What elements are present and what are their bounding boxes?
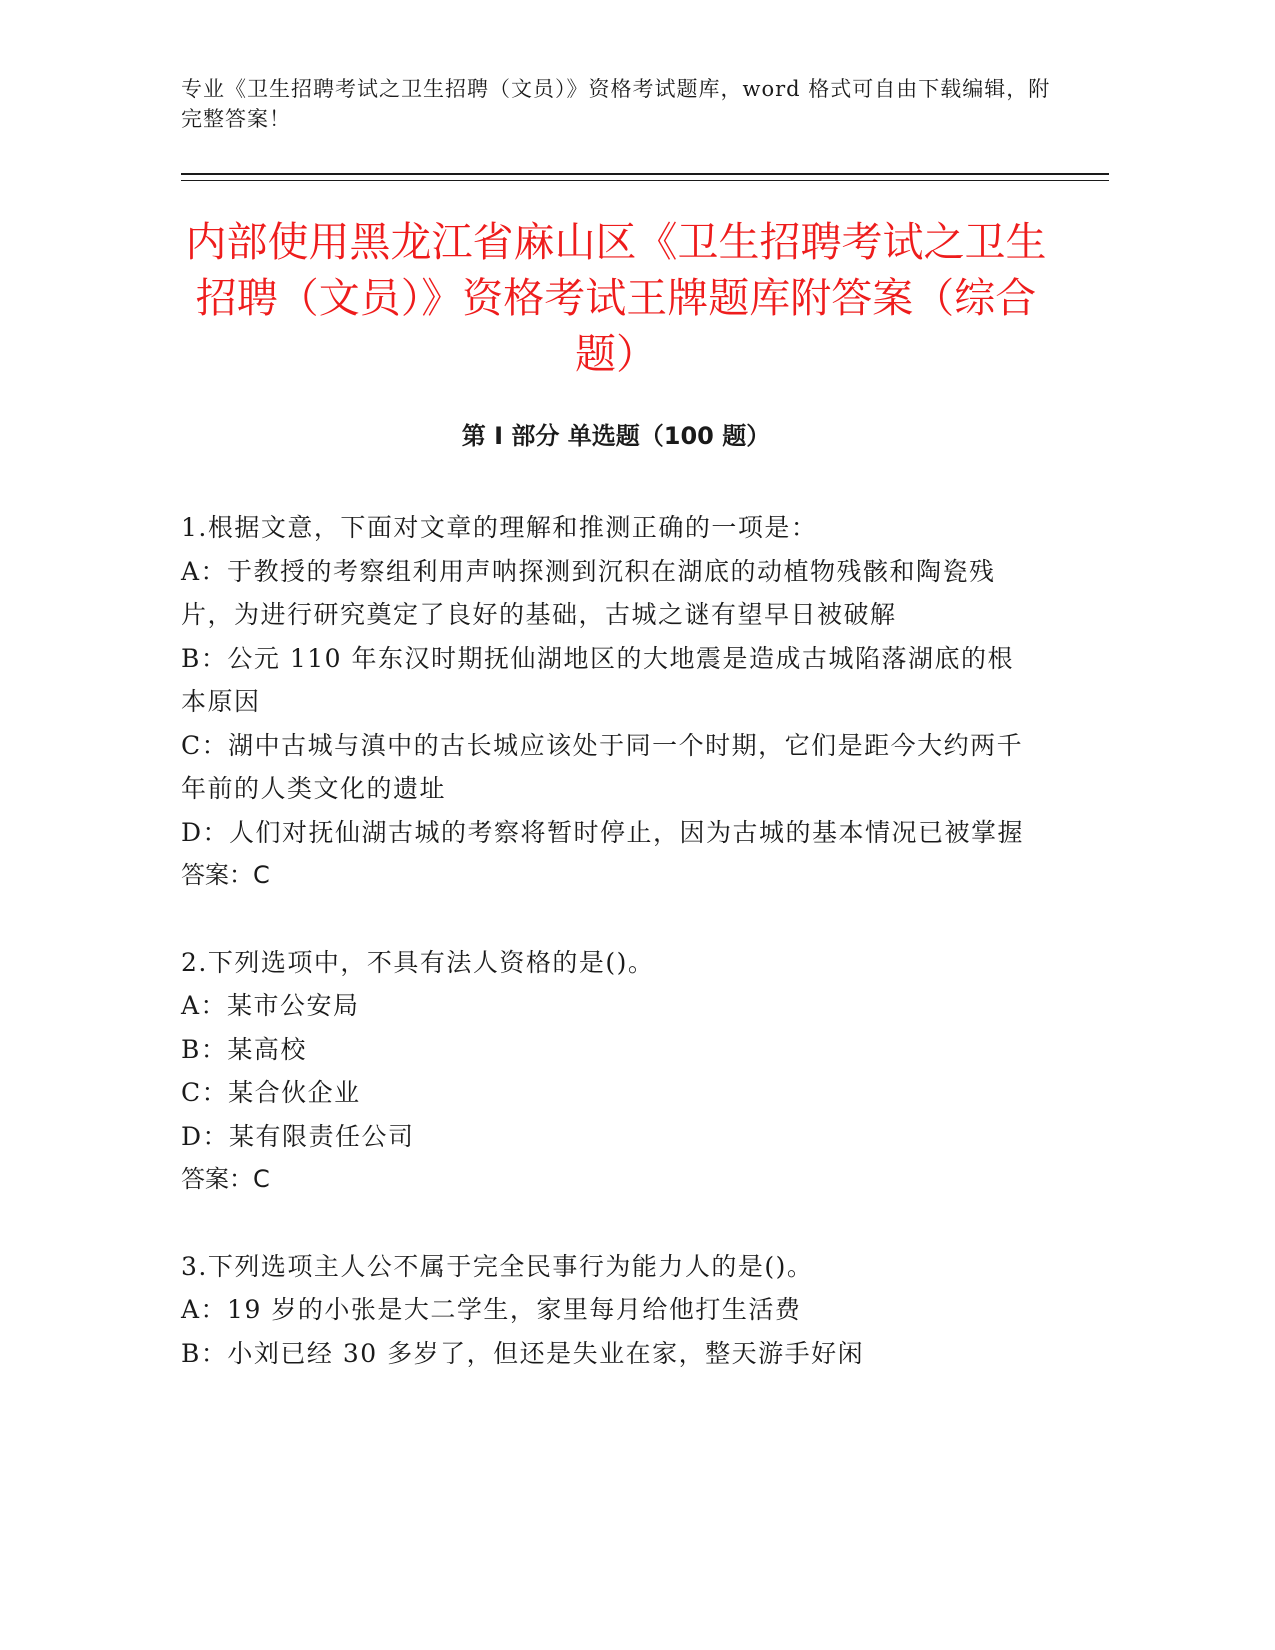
option-c: C：湖中古城与滇中的古长城应该处于同一个时期，它们是距今大约两千年前的人类文化的遗址 — [181, 730, 1024, 803]
question-2 — [181, 941, 1031, 1202]
question-stem: 3.下列选项主人公不属于完全民事行为能力人的是()。 — [181, 1251, 814, 1281]
header-rule-thick — [181, 173, 1109, 175]
option-a: A：于教授的考察组利用声呐探测到沉积在湖底的动植物残骸和陶瓷残片，为进行研究奠定了良好的基础，古城之谜有望早日被破解 — [181, 556, 996, 629]
option-b: B：小刘已经 30 多岁了，但还是失业在家，整天游手好闲 — [181, 1338, 865, 1368]
question-1 — [181, 506, 1031, 898]
question-stem: 1.根据文意，下面对文章的理解和推测正确的一项是： — [181, 513, 818, 542]
header-rule-thin — [181, 180, 1109, 181]
header-note: 专业《卫生招聘考试之卫生招聘（文员）》资格考试题库，word 格式可自由下载编辑，附完整答案！ — [181, 77, 1051, 131]
option-d: D：某有限责任公司 — [181, 1121, 415, 1151]
option-d: D：人们对抚仙湖古城的考察将暂时停止，因为古城的基本情况已被掌握 — [181, 817, 1025, 847]
option-a: A：某市公安局 — [181, 991, 360, 1020]
question-stem: 2.下列选项中，不具有法人资格的是()。 — [181, 947, 655, 977]
question-3 — [181, 1245, 1031, 1376]
option-a: A：19 岁的小张是大二学生，家里每月给他打生活费 — [181, 1295, 802, 1324]
answer: 答案：C — [181, 1165, 270, 1193]
document-title: 内部使用黑龙江省麻山区《卫生招聘考试之卫生招聘（文员）》资格考试王牌题库附答案（综合题） — [185, 218, 1047, 378]
option-c: C：某合伙企业 — [181, 1078, 361, 1107]
option-b: B：公元 110 年东汉时期抚仙湖地区的大地震是造成古城陷落湖底的根本原因 — [181, 643, 1014, 716]
option-b: B：某高校 — [181, 1034, 307, 1064]
section-title: 第 I 部分 单选题（100 题） — [461, 422, 771, 450]
question-list — [181, 506, 1031, 1418]
answer: 答案：C — [181, 861, 270, 889]
